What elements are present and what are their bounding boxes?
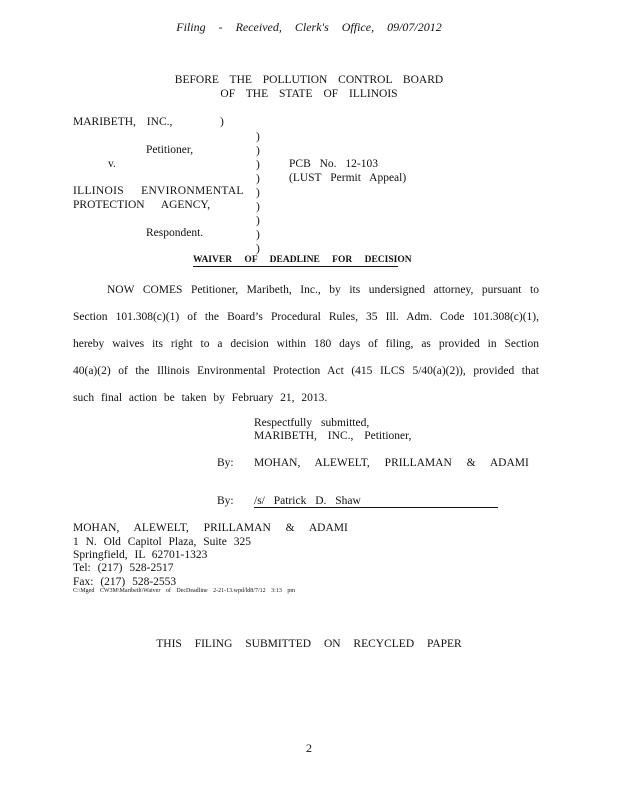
versus: v. — [108, 158, 116, 170]
signature-closing: Respectfully submitted, — [254, 417, 370, 429]
body-paragraph-text: NOW COMES Petitioner, Maribeth, Inc., by its undersigned attorney, pursuant to Section 101.308(c)(1) of the Board’s Procedural Rules, 35 Ill. Adm. Code 101.308(c)(1), hereby waives its right to a decision within 180 days of filing, as provided in Section 40(a)(2) of the Illinois Environmental Protection Act (415 ILCS 5/40(a)(2)), provided that such final action be taken by February 21, 2013. — [73, 284, 539, 404]
respondent-name-line1: ILLINOIS ENVIRONMENTAL — [73, 185, 244, 197]
respondent-role: Respondent. — [146, 227, 204, 239]
board-name-line2: OF THE STATE OF ILLINOIS — [220, 88, 398, 100]
recycled-paper-note: THIS FILING SUBMITTED ON RECYCLED PAPER — [156, 638, 462, 650]
board-name-line1: BEFORE THE POLLUTION CONTROL BOARD — [174, 74, 444, 86]
signature-by-label-1: By: — [217, 457, 234, 469]
petitioner-role: Petitioner, — [146, 144, 194, 156]
case-number: PCB No. 12-103 — [289, 158, 378, 170]
caption-paren-column: ) ) ) ) ) ) ) ) ) — [256, 131, 260, 255]
signature-line — [254, 507, 498, 508]
signature-by-label-2: By: — [217, 495, 234, 507]
signature-signer: /s/ Patrick D. Shaw — [254, 495, 361, 507]
caption-paren-first: ) — [220, 116, 224, 128]
respondent-name-line2: PROTECTION AGENCY, — [73, 199, 211, 211]
signature-party: MARIBETH, INC., Petitioner, — [254, 430, 412, 442]
firm-address-2: Springfield, IL 62701-1323 — [73, 549, 208, 561]
petitioner-name: MARIBETH, INC., — [73, 116, 173, 128]
case-type: (LUST Permit Appeal) — [289, 172, 407, 184]
document-title: WAIVER OF DEADLINE FOR DECISION — [193, 255, 412, 265]
firm-telephone: Tel: (217) 528-2517 — [73, 562, 174, 574]
filing-stamp-header: Filing - Received, Clerk's Office, 09/07/2012 — [176, 20, 442, 34]
page-number: 2 — [306, 741, 312, 755]
body-paragraph — [73, 277, 539, 412]
firm-address-1: 1 N. Old Capitol Plaza, Suite 325 — [73, 536, 251, 548]
firm-fax: Fax: (217) 528-2553 — [73, 576, 177, 588]
document-file-path: C:\Mged CW3M\Maribeth\Waiver of DecDeadline 2-21-13.wpd/ld8/7/12 3:13 pm — [73, 588, 295, 594]
signature-firm: MOHAN, ALEWELT, PRILLAMAN & ADAMI — [254, 457, 529, 469]
firm-name: MOHAN, ALEWELT, PRILLAMAN & ADAMI — [73, 522, 348, 534]
